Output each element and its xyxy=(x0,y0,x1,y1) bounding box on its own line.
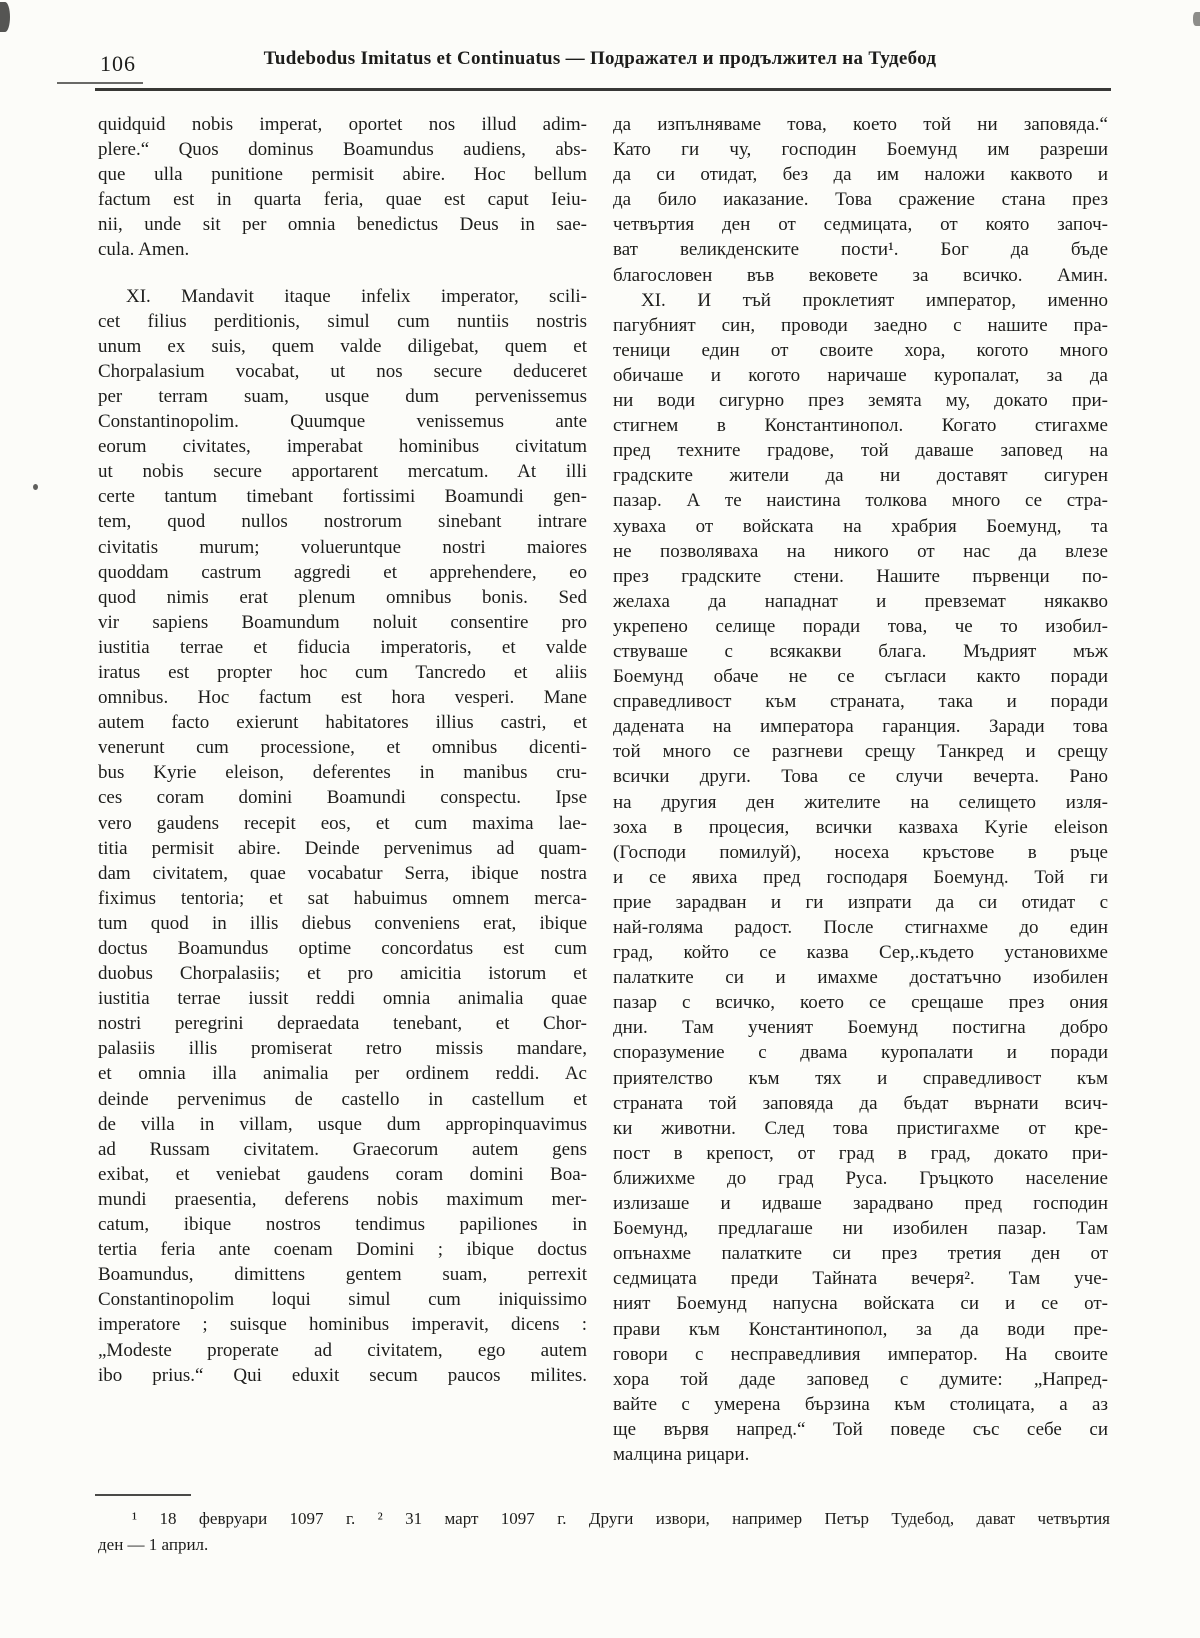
running-header-row xyxy=(0,48,1200,82)
text-line: mundi praesentia, deferens nobis maximum mer- xyxy=(98,1188,587,1210)
text-line: ни води сигурно през земята му, докато при- xyxy=(613,390,1108,412)
paragraph xyxy=(98,284,587,1388)
text-line: „Modeste properate ad civitatem, ego autem xyxy=(98,1339,587,1361)
text-line: nii, unde sit per omnia benedictus Deus in sae- xyxy=(98,214,587,236)
text-line: fiximus tentoria; et sat habuimus omnem merca- xyxy=(98,887,587,909)
text-line: пагубният син, проводи заедно с нашите пра- xyxy=(613,314,1108,336)
text-line: venerunt cum processione, et omnibus dicenti- xyxy=(98,737,587,759)
text-line: vir sapiens Boamundum noluit consentire pro xyxy=(98,611,587,633)
text-line: duobus Chorpalasiis; et pro amicitia istorum et xyxy=(98,963,587,985)
text-line: да било иаказание. Това сражение стана през xyxy=(613,189,1108,211)
text-line: Constantinopolim. Quumque venissemus ante xyxy=(98,411,587,433)
text-line: ват великденските пости¹. Бог да бъде xyxy=(613,239,1108,261)
text-line: споразумение с двама куропалати и поради xyxy=(613,1042,1108,1064)
text-line: пред техните градове, той даваше заповед на xyxy=(613,440,1108,462)
scan-artifact xyxy=(0,2,10,32)
text-line: прави към Константинопол, за да води пре- xyxy=(613,1318,1108,1340)
text-line: deinde pervenimus de castello in castellum et xyxy=(98,1088,587,1110)
text-line: tertia feria ante coenam Domini ; ibique doctus xyxy=(98,1239,587,1261)
text-line: Боемунд обаче не се съгласи както поради xyxy=(613,666,1108,688)
text-line: да си отидат, без да им наложи каквото и xyxy=(613,164,1108,186)
text-line: que ulla punitione permisit abire. Hoc bellum xyxy=(98,164,587,186)
bulgarian-column xyxy=(613,112,1108,1467)
header-rule xyxy=(95,88,1111,91)
text-line: най-голяма радост. После стигнахме до един xyxy=(613,917,1108,938)
text-line: укрепено селище поради това, че то изобил- xyxy=(613,615,1108,637)
text-line: nostri peregrini depraedata tenebant, et Chor- xyxy=(98,1013,587,1035)
text-line: четвъртия ден от седмицата, от която започ- xyxy=(613,214,1108,236)
text-line: tum quod in illis diebus conveniens erat, ibique xyxy=(98,912,587,934)
text-line: ad Russam civitatem. Graecorum autem gens xyxy=(98,1138,587,1160)
text-line: bus Kyrie eleison, deferentes in manibus cru- xyxy=(98,762,587,784)
text-line: страната той заповяда да бъдат върнати всич- xyxy=(613,1092,1108,1114)
text-line: пост в крепост, от град в град, докато при- xyxy=(613,1142,1108,1164)
text-line: tem, quod nullos nostrorum sinebant intrare xyxy=(98,511,587,533)
text-line: de villa in villam, usque dum appropinquavimus xyxy=(98,1113,587,1135)
text-line: ки животни. След това пристигахме от кре- xyxy=(613,1117,1108,1139)
text-line: factum est in quarta feria, quae est caput Ieiu- xyxy=(98,189,587,211)
text-line: хора той даде заповед с думите: „Напред- xyxy=(613,1368,1108,1390)
text-line: Боемунд, предлагаше ни изобилен пазар. Там xyxy=(613,1218,1108,1240)
text-line: quod nimis erat plenum omnibus bonis. Sed xyxy=(98,586,587,608)
text-line: quidquid nobis imperat, oportet nos illud adim- xyxy=(98,114,587,135)
text-line: палатките си и имахме достатъчно изобилен xyxy=(613,967,1108,989)
footnote-rule xyxy=(95,1494,191,1496)
text-line: пазар. А те наистина толкова много се стра- xyxy=(613,490,1108,512)
text-line: cula. Amen. xyxy=(98,239,190,261)
text-line: (Господи помилуй), носеха кръстове в ръце xyxy=(613,841,1108,863)
text-line: зоха в процесия, всички казваха Kyrie eleison xyxy=(613,816,1108,838)
text-line: на другия ден жителите на селището изля- xyxy=(613,791,1108,813)
text-line: желаха да нападнат и превземат някакво xyxy=(613,590,1108,612)
text-line: обичаше и когото наричаше куропалат, за да xyxy=(613,364,1108,386)
footnote xyxy=(98,1506,1110,1558)
text-line: ният Боемунд напусна войската си и се от- xyxy=(613,1293,1108,1315)
paragraph xyxy=(613,288,1108,1467)
text-line: exibat, et veniebat gaudens coram domini Boa- xyxy=(98,1163,587,1185)
text-line: през градските стени. Нашите първенци по- xyxy=(613,565,1108,587)
text-line: civitatis murum; volueruntque nostri maiores xyxy=(98,536,587,558)
text-line: вайте с умерена бързина към столицата, а аз xyxy=(613,1393,1108,1415)
text-line: той много се разгневи срещу Танкред и срещу xyxy=(613,741,1108,763)
text-line: XI. Mandavit itaque infelix imperator, scili- xyxy=(126,285,587,307)
paragraph xyxy=(98,112,587,263)
page-number: 106 xyxy=(100,51,136,76)
text-line: дни. Там ученият Боемунд постигна добро xyxy=(613,1017,1108,1039)
text-line: стигнем в Константинопол. Когато стигахме xyxy=(613,415,1108,437)
paragraph xyxy=(613,112,1108,288)
scan-artifact xyxy=(33,484,38,490)
text-line: приятелство към тях и справедливост към xyxy=(613,1067,1108,1089)
text-line: ces coram domini Boamundi conspectu. Ipse xyxy=(98,787,587,809)
text-line: теници един от своите хора, когото много xyxy=(613,339,1108,361)
text-line: ut nobis secure apportarent mercatum. At illi xyxy=(98,461,587,483)
running-header-title: Tudebodus Imitatus et Continuatus — Подражател и продължител на Тудебод xyxy=(263,48,937,69)
text-line: хуваха от войската на храбрия Боемунд, та xyxy=(613,515,1108,537)
text-line: Boamundus, dimittens gentem suam, perrexit xyxy=(98,1264,587,1286)
text-line: eorum civitates, imperabat hominibus civitatum xyxy=(98,436,587,458)
text-line: град, който се казва Сер,.където установихме xyxy=(613,942,1108,964)
text-line: doctus Boamundus optime concordatus est cum xyxy=(98,938,587,959)
text-columns xyxy=(98,112,1108,1467)
text-line: говори с несправедливия император. На своите xyxy=(613,1343,1108,1365)
text-line: iustitia terrae iussit reddi omnia animalia quae xyxy=(98,988,587,1010)
text-line: градските жители да ни доставят сигурен xyxy=(613,465,1108,487)
footnote-line: ¹ 18 февруари 1097 г. ² 31 март 1097 г. Други извори, например Петър Тудебод, дават четвъртия xyxy=(132,1509,1110,1528)
text-line: ближихме до град Руса. Гръцкото население xyxy=(613,1167,1108,1189)
text-line: не позволяваха на никого от нас да влезе xyxy=(613,540,1108,562)
text-line: certe tantum timebant fortissimi Boamundi gen- xyxy=(98,486,587,508)
text-line: Chorpalasium vocabat, ut nos secure deduceret xyxy=(98,360,587,382)
text-line: iustitia terrae et fiducia imperatoris, et valde xyxy=(98,636,587,658)
text-line: ствуваше с всякакви блага. Мъдрият мъж xyxy=(613,640,1108,662)
text-line: omnibus. Hoc factum est hora vesperi. Mane xyxy=(98,687,587,709)
scan-artifact xyxy=(1193,12,1200,26)
text-line: седмицата преди Тайната вечеря². Там уче- xyxy=(613,1268,1108,1290)
text-line: ще вървя напред.“ Той поведе със себе си xyxy=(613,1418,1108,1440)
text-line: ibo prius.“ Qui eduxit secum paucos milites. xyxy=(98,1364,587,1386)
text-line: dam civitatem, quae vocabatur Serra, ibique nostra xyxy=(98,862,587,884)
text-line: опънахме палатките си през третия ден от xyxy=(613,1243,1108,1265)
text-line: Constantinopolim loqui simul cum iniquissimo xyxy=(98,1289,587,1311)
text-line: малцина рицари. xyxy=(613,1443,750,1465)
text-line: imperatore ; suisque hominibus imperavit, dicens : xyxy=(98,1314,587,1336)
text-line: благословен във вековете за всичко. Амин. xyxy=(613,264,1108,286)
latin-column xyxy=(98,112,587,1467)
text-line: palasiis illis promiserat retro missis mandare, xyxy=(98,1038,587,1060)
text-line: cet filius perditionis, simul cum nuntiis nostris xyxy=(98,310,587,332)
text-line: quoddam castrum aggredi et apprehendere, eo xyxy=(98,561,587,583)
text-line: излизаше и идваше зарадвано пред господин xyxy=(613,1193,1108,1215)
text-line: да изпълняваме това, което той ни заповяда.“ xyxy=(613,114,1108,135)
text-line: прие зарадван и ги изпрати да си отидат с xyxy=(613,891,1108,913)
text-line: plere.“ Quos dominus Boamundus audiens, abs- xyxy=(98,139,587,161)
footnote-line: ден — 1 април. xyxy=(98,1535,209,1554)
text-line: всички други. Това се случи вечерта. Рано xyxy=(613,766,1108,788)
text-line: дадената на императора гаранция. Заради това xyxy=(613,716,1108,738)
text-line: XI. И тъй проклетият император, именно xyxy=(641,289,1108,311)
text-line: per terram suam, usque dum pervenissemus xyxy=(98,385,587,407)
text-line: пазар с всичко, което се срещаше през ония xyxy=(613,992,1108,1014)
text-line: vero gaudens recepit eos, et cum maxima lae- xyxy=(98,812,587,834)
text-line: catum, ibique nostros tendimus papiliones in xyxy=(98,1214,587,1236)
text-line: unum ex suis, quem valde diligebat, quem et xyxy=(98,335,587,357)
text-line: и се явиха пред господаря Боемунд. Той ги xyxy=(613,866,1108,888)
text-line: titia permisit abire. Deinde pervenimus ad quam- xyxy=(98,837,587,859)
text-line: et omnia illa animalia per ordinem reddi. Ac xyxy=(98,1063,587,1085)
text-line: Като ги чу, господин Боемунд им разреши xyxy=(613,139,1108,161)
text-line: справедливост към страната, така и поради xyxy=(613,691,1108,713)
text-line: iratus est propter hoc cum Tancredo et aliis xyxy=(98,661,587,683)
text-line: autem facto exierunt habitatores illius castri, et xyxy=(98,712,587,734)
